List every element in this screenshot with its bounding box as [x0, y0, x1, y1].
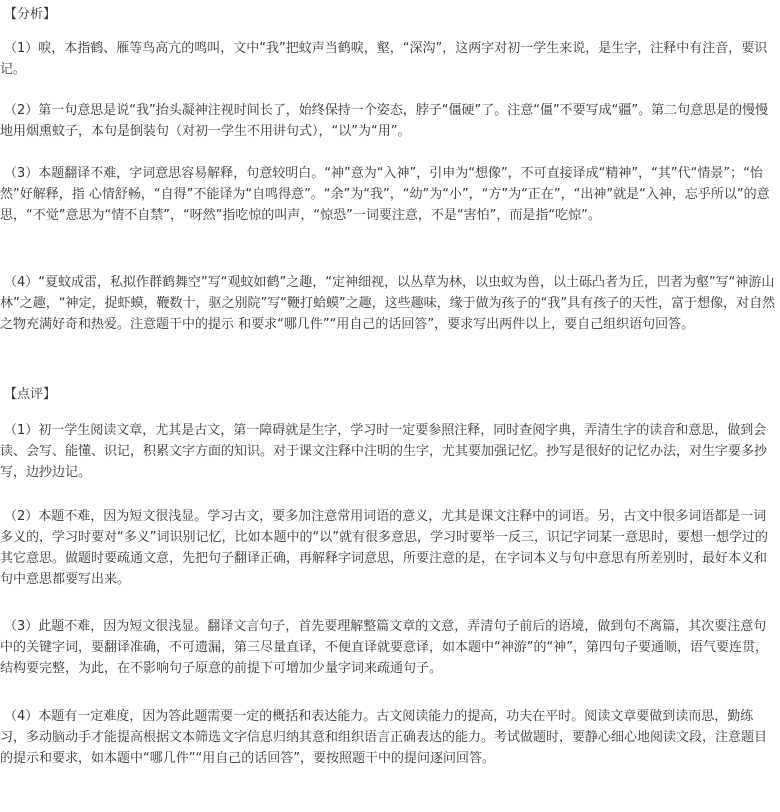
analysis-heading: 【分析】 — [4, 7, 57, 22]
review-paragraph-1: （1）初一学生阅读文章，尤其是古文，第一障碍就是生字，学习时一定要参照注释，同时查阅字典，弄清生字的读音和意思，做到会读、会写、能懂、识记，积累文字方面的知识。对于课文注释中注明的生字，尤其要加强记忆。抄写是很好的记忆办法，对生字要多抄写，边抄边记。 — [0, 423, 768, 480]
analysis-paragraph-2: （2）第一句意思是说“我”抬头凝神注视时间长了，始终保持一个姿态，脖子“僵硬”了。注意“僵”不要写成“疆”。第二句意思是的慢慢地用烟熏蚊子，本句是倒装句（对初一学生不用讲句式），“以”为“用”。 — [0, 103, 769, 139]
review-paragraph-2: （2）本题不难，因为短文很浅显。学习古文，要多加注意常用词语的意义，尤其是课文注释中的词语。另，古文中很多词语都是一词多义的，学习时要对“多义”词识别记忆，比如本题中的“以”就有很多意思，学习时要举一反三，识记字词某一意思时，要想一想学过的其它意思。做题时要疏通文意，先把句子翻译正确，再解释字词意思，所要注意的是，在字词本义与句中意思有所差别时，最好本义和句中意思都要写出来。 — [0, 509, 768, 587]
review-heading: 【点评】 — [4, 387, 57, 402]
analysis-paragraph-3: （3）本题翻译不难，字词意思容易解释，句意较明白。“神”意为“入神”，引申为“想像”，不可直接译成“精神”，“其”代“情景”；“怡然”好解释，指 心情舒畅，“自得”不能译为“自鸣得意”。“余”为“我”，“幼”为“小”，“方”为“正在”，“出神”就是“入神，忘乎所以”的意思，“不觉”意思为“情不自禁”，“呀然”指吃惊的叫声，“惊恐”一词要注意，不是“害怕”，而是指“吃惊”。 — [0, 166, 770, 223]
review-paragraph-3: （3）此题不难，因为短文很浅显。翻译文言句子，首先要理解整篇文章的文意，弄清句子前后的语境，做到句不离篇，其次要注意句中的关键字词，要翻译准确，不可遗漏，第三尽量直译，不便直译就要意译，如本题中“神游”的“神”，第四句子要通顺，语气要连贯，结构要完整，为此，在不影响句子原意的前提下可增加少量字词来疏通句子。 — [0, 619, 768, 676]
analysis-paragraph-1: （1）唳，本指鹤、雁等鸟高亢的鸣叫，文中“我”把蚊声当鹤唳，壑，“深沟”，这两字对初一学生来说，是生字，注释中有注音，要识记。 — [0, 41, 768, 77]
analysis-paragraph-4: （4）“夏蚊成雷，私拟作群鹤舞空”写“观蚊如鹤”之趣，“定神细视，以丛草为林，以虫蚁为兽，以土砾凸者为丘，凹者为壑”写“神游山林”之趣，“神定，捉虾蟆，鞭数十，驱之别院”写“鞭打蛤蟆”之趣，这些趣味，缘于做为孩子的“我”具有孩子的天性，富于想像，对自然之物充满好奇和热爱。注意题干中的提示 和要求“哪几件”“用自己的话回答”，要求写出两件以上，要自己组织语句回答。 — [0, 275, 776, 332]
review-paragraph-4: （4）本题有一定难度，因为答此题需要一定的概括和表达能力。古文阅读能力的提高，功夫在平时。阅读文章要做到读而思，勤练习，多动脑动手才能提高根据文本筛选文字信息归纳其意和组织语言正确表达的能力。考试做题时，要静心细心地阅读文段，注意题目的提示和要求，如本题中“哪几件”“用自己的话回答”，要按照题干中的提问逐问回答。 — [0, 709, 768, 766]
